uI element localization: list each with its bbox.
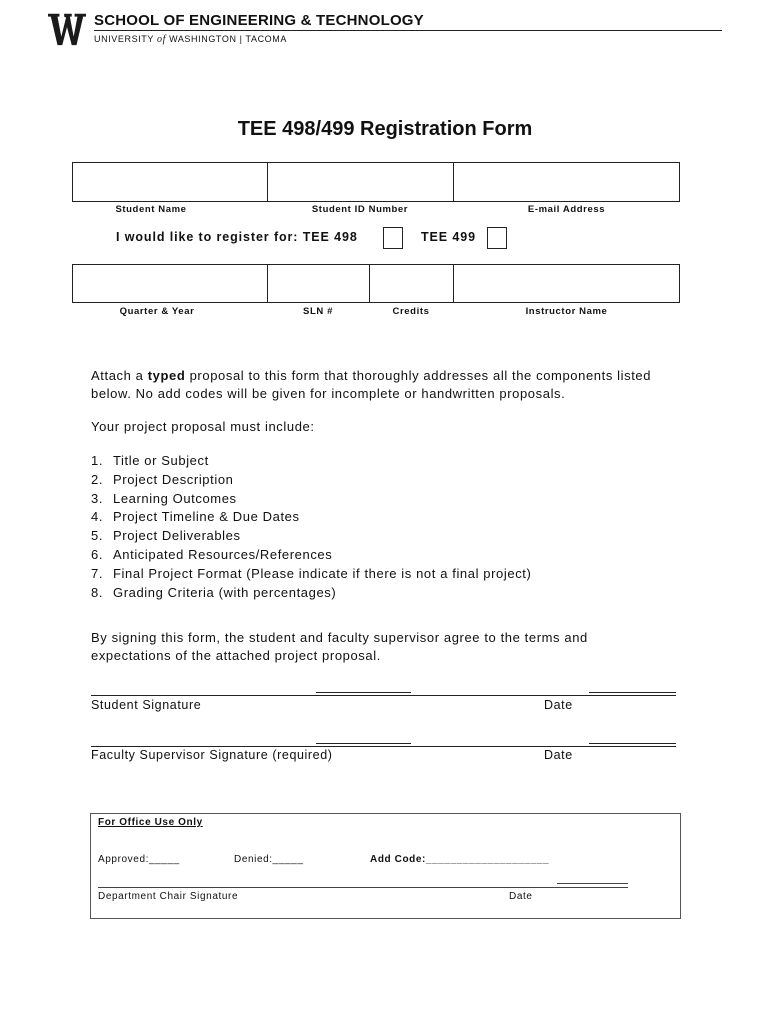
list-item-text: Project Timeline & Due Dates [113, 509, 300, 525]
quarter-year-field[interactable] [73, 265, 268, 302]
attach-bold: typed [147, 368, 186, 383]
sln-field[interactable] [268, 265, 370, 302]
list-item-number: 4. [91, 509, 104, 525]
list-item-text: Anticipated Resources/References [113, 546, 333, 562]
instructor-name-label: Instructor Name [525, 306, 608, 317]
student-signature-line-extension [316, 692, 411, 693]
university-suffix: WASHINGTON | TACOMA [169, 34, 287, 44]
chair-date-label: Date [509, 891, 533, 902]
email-label: E-mail Address [527, 204, 606, 215]
list-item-number: 3. [91, 490, 104, 506]
requirements-list [91, 452, 531, 602]
list-item [91, 452, 531, 471]
list-item-number: 5. [91, 528, 104, 544]
chair-signature-line[interactable] [98, 887, 628, 888]
chair-date-line-extension [557, 883, 628, 884]
student-name-field[interactable] [73, 163, 268, 201]
student-id-field[interactable] [268, 163, 454, 201]
uw-logo-icon [48, 10, 86, 48]
attach-suffix: proposal to this form that thoroughly addresses all the components listed below. No add codes will be given for incomplete or handwritten proposals. [91, 368, 652, 401]
faculty-signature-line[interactable] [91, 746, 411, 747]
student-signature-label: Student Signature [91, 698, 202, 712]
credits-label: Credits [392, 306, 430, 317]
tee-498-checkbox[interactable] [383, 227, 403, 249]
email-field[interactable] [454, 163, 679, 201]
list-item-text: Final Project Format (Please indicate if there is not a final project) [113, 565, 532, 581]
list-item-text: Project Deliverables [113, 528, 241, 544]
list-item-text: Project Description [113, 471, 234, 487]
office-use-box [90, 813, 681, 919]
form-title: TEE 498/499 Registration Form [237, 118, 533, 140]
register-prompt: I would like to register for: TEE 498 [116, 230, 358, 244]
faculty-signature-label: Faculty Supervisor Signature (required) [91, 748, 333, 762]
student-signature-line[interactable] [91, 695, 411, 696]
faculty-signature-line-extension [316, 743, 411, 744]
credits-field[interactable] [370, 265, 454, 302]
list-item [91, 527, 531, 546]
course-info-grid [72, 264, 680, 303]
chair-signature-label: Department Chair Signature [98, 891, 239, 902]
faculty-date-line[interactable] [411, 746, 676, 747]
add-code-field[interactable]: Add Code:____________________ [370, 854, 550, 865]
sln-label: SLN # [303, 306, 333, 317]
instructor-name-field[interactable] [454, 265, 679, 302]
student-info-grid [72, 162, 680, 202]
attach-prefix: Attach a [91, 368, 148, 383]
student-date-line[interactable] [411, 695, 676, 696]
list-item [91, 490, 531, 509]
student-date-line-extension [589, 692, 676, 693]
list-item-text: Grading Criteria (with percentages) [113, 584, 337, 600]
quarter-year-label: Quarter & Year [119, 306, 195, 317]
student-name-label: Student Name [115, 204, 187, 215]
list-item-number: 7. [91, 565, 104, 581]
must-include-heading: Your project proposal must include: [91, 419, 315, 434]
list-item [91, 565, 531, 584]
university-name [94, 34, 287, 45]
denied-field[interactable]: Denied:_____ [234, 854, 304, 865]
list-item-number: 6. [91, 546, 104, 562]
agreement-text: By signing this form, the student and faculty supervisor agree to the terms and expectations of the attached project proposal. [91, 630, 588, 663]
attach-instructions [91, 367, 691, 402]
list-item-number: 2. [91, 471, 104, 487]
tee-499-label: TEE 499 [421, 230, 476, 244]
tee-499-checkbox[interactable] [487, 227, 507, 249]
school-name: SCHOOL OF ENGINEERING & TECHNOLOGY [94, 12, 424, 29]
list-item-number: 1. [91, 453, 104, 468]
faculty-date-label: Date [544, 748, 573, 762]
faculty-date-line-extension [589, 743, 676, 744]
student-date-label: Date [544, 698, 573, 712]
list-item [91, 508, 531, 527]
list-item-text: Title or Subject [113, 453, 209, 468]
approved-field[interactable]: Approved:_____ [98, 854, 180, 865]
list-item [91, 584, 531, 603]
student-id-label: Student ID Number [311, 204, 409, 215]
list-item-text: Learning Outcomes [113, 490, 237, 506]
office-use-heading: For Office Use Only [98, 817, 203, 828]
list-item-number: 8. [91, 584, 104, 600]
list-item [91, 471, 531, 490]
list-item [91, 546, 531, 565]
header-rule [94, 30, 722, 31]
university-prefix: UNIVERSITY [94, 34, 154, 44]
university-of: of [156, 34, 166, 45]
